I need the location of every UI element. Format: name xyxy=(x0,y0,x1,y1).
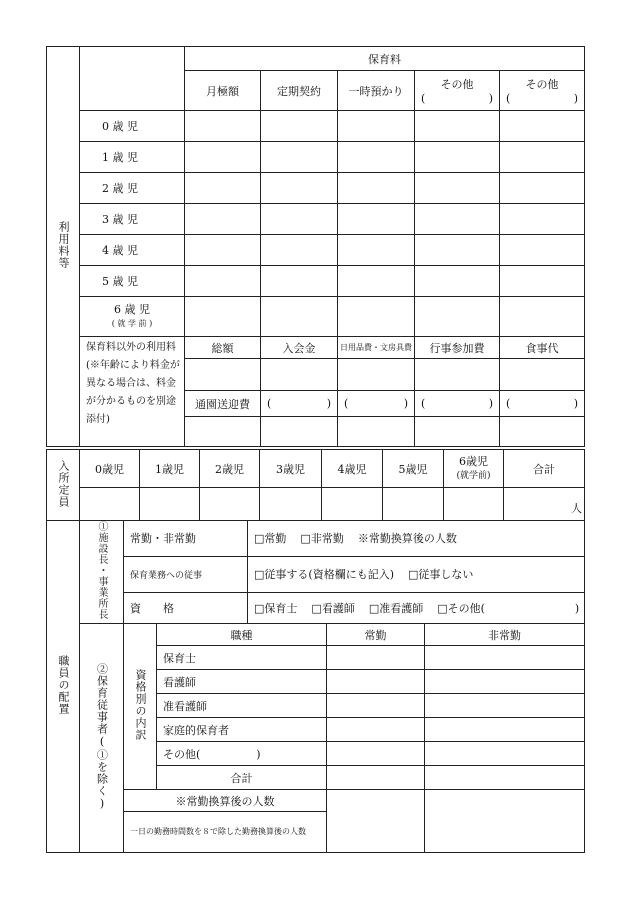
age-5-label: 5 歳 児 xyxy=(80,266,185,297)
other-meals: 食事代 xyxy=(500,337,585,359)
role-other[interactable]: その他( ) xyxy=(157,742,327,766)
cap-age-0: 0歳児 xyxy=(80,450,140,488)
fees-section-label: 利用料等 xyxy=(47,47,80,447)
other-entrance: 入会金 xyxy=(261,337,338,359)
header-parttime: 非常勤 xyxy=(425,624,585,646)
cap-age-3: 3歳児 xyxy=(260,450,322,488)
fte-note: 一日の勤務時間数を８で除した勤務換算後の人数 xyxy=(124,812,327,853)
other-fees-label: 保育料以外の利用料(※年齢により料金が異なる場合は、料金が分かるものを別途添付) xyxy=(80,337,185,447)
header-role: 職種 xyxy=(157,624,327,646)
role-hoikushi: 保育士 xyxy=(157,646,327,670)
col-other-2: その他 ( ) xyxy=(500,71,585,111)
role-nurse: 看護師 xyxy=(157,670,327,694)
col-other-1: その他 ( ) xyxy=(415,71,500,111)
other-supplies: 日用品費・文房具費 xyxy=(338,337,415,359)
director-label: ①施設長・事業所長 xyxy=(80,521,124,624)
employment-type-label: 常勤・非常勤 xyxy=(124,521,248,557)
age-6-label: 6 歳 児 ( 就 学 前 ) xyxy=(80,297,185,337)
cap-age-1: 1歳児 xyxy=(140,450,200,488)
age-4-label: 4 歳 児 xyxy=(80,235,185,266)
age-3-label: 3 歳 児 xyxy=(80,204,185,235)
engagement-label: 保育業務への従事 xyxy=(124,556,248,592)
col-monthly: 月極額 xyxy=(185,71,261,111)
engagement-options[interactable]: □従事する(資格欄にも記入) □従事しない xyxy=(248,556,585,592)
cap-age-6: 6歳児 (就学前) xyxy=(444,450,504,488)
age-2-label: 2 歳 児 xyxy=(80,173,185,204)
qualification-label: 資 格 xyxy=(124,592,248,623)
role-home-caregiver: 家庭的保育者 xyxy=(157,718,327,742)
age-0-label: 0 歳 児 xyxy=(80,111,185,142)
hoikuryo-header: 保育料 xyxy=(185,47,585,71)
fte-label: ※常勤換算後の人数 xyxy=(124,790,327,812)
cap-age-4: 4歳児 xyxy=(322,450,383,488)
cap-total: 合計 xyxy=(504,450,585,488)
role-total: 合計 xyxy=(157,766,327,790)
header-fulltime: 常勤 xyxy=(327,624,425,646)
other-events: 行事参加費 xyxy=(415,337,500,359)
staff-table xyxy=(46,520,585,853)
breakdown-label: 資格別の内訳 xyxy=(124,624,157,790)
role-assistant-nurse: 准看護師 xyxy=(157,694,327,718)
cap-age-2: 2歳児 xyxy=(200,450,260,488)
transport-label: 通園送迎費 xyxy=(185,391,261,417)
qualification-options[interactable]: □保育士 □看護師 □准看護師 □その他( ) xyxy=(248,592,585,623)
workers-label: ②保育従事者(①を除く) xyxy=(80,624,124,853)
fees-table: 利用料等 保育料 月極額 定期契約 一時預かり その他 ( ) その他 ( ) 0 歳 児 1 歳 児 2 歳 児 3 歳 児 4 歳 児 5 歳 児 6 歳 児 ( 就 学 前 ) 保育料以外の利用料(※年齢により料金が異なる場合は、料金が分かるものを別途添付) 総額 入会金 日用品費・文房具費 行事参加費 食事代 通園送迎費 ( ) ( ) ( ) ( ) xyxy=(46,46,585,447)
age-1-label: 1 歳 児 xyxy=(80,142,185,173)
cap-total-unit: 人 xyxy=(504,488,585,521)
employment-type-options[interactable]: □常勤 □非常勤 ※常勤換算後の人数 xyxy=(248,521,585,557)
capacity-table xyxy=(46,449,585,521)
col-contract: 定期契約 xyxy=(261,71,338,111)
other-total: 総額 xyxy=(185,337,261,359)
staff-section-label: 職員の配置 xyxy=(47,521,80,853)
cap-age-5: 5歳児 xyxy=(383,450,444,488)
capacity-section-label: 入所定員 xyxy=(47,450,80,521)
col-temporary: 一時預かり xyxy=(338,71,415,111)
